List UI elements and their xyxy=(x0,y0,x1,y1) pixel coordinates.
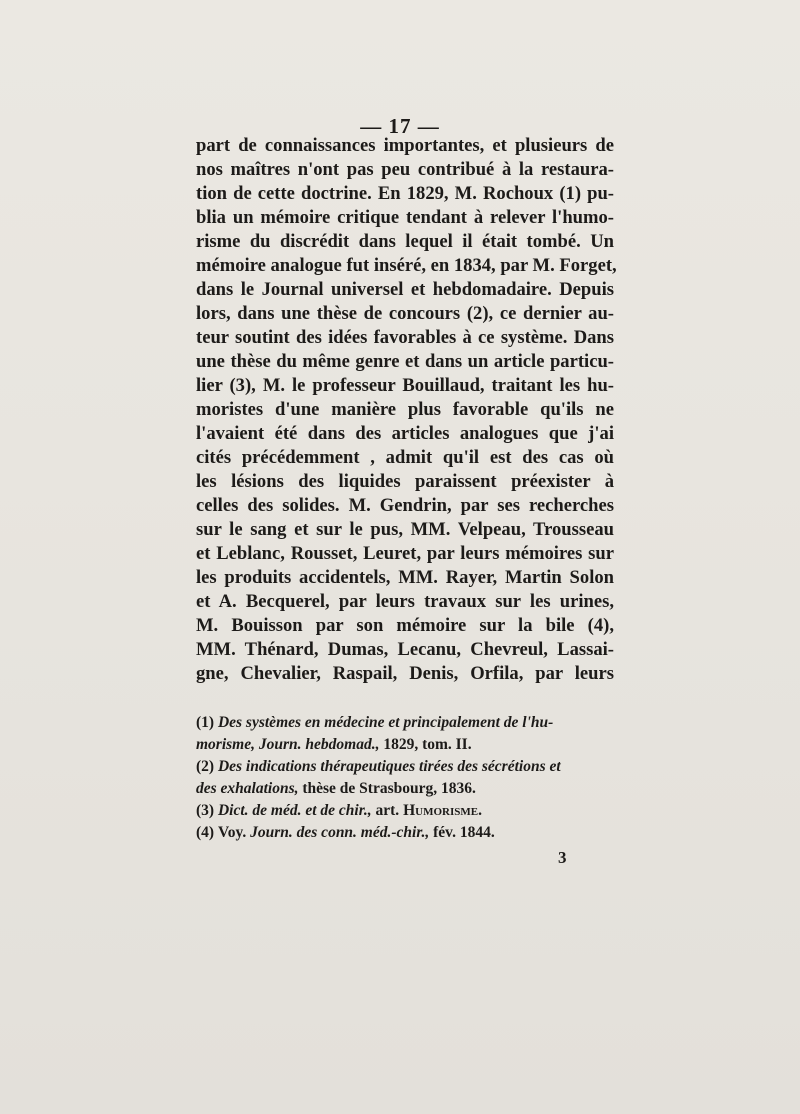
footnote-detail: thèse de Strasbourg, 1836. xyxy=(298,780,476,797)
footnote-line xyxy=(196,778,614,800)
page-number: — 17 — xyxy=(360,114,440,138)
body-line: tion de cette doctrine. En 1829, M. Rochoux (1) pu- xyxy=(196,183,614,204)
body-line: mémoire analogue fut inséré, en 1834, par M. Forget, xyxy=(196,255,617,276)
footnote-title: morisme, Journ. hebdomad., xyxy=(196,736,380,753)
footnote-line xyxy=(196,756,614,778)
body-line: moristes d'une manière plus favorable qu'ils ne xyxy=(196,399,614,420)
footnote-detail: 1829, tom. II. xyxy=(379,736,472,753)
body-line: dans le Journal universel et hebdomadaire. Depuis xyxy=(196,279,614,300)
body-line: cités précédemment , admit qu'il est des cas où xyxy=(196,447,614,468)
body-line: les produits accidentels, MM. Rayer, Martin Solon xyxy=(196,567,614,588)
footnote-line xyxy=(196,822,614,844)
body-line: et A. Becquerel, par leurs travaux sur les urines, xyxy=(196,591,614,612)
footnote-title: des exhalations, xyxy=(196,780,299,797)
body-line: et Leblanc, Rousset, Leuret, par leurs mémoires sur xyxy=(196,543,614,564)
body-line: celles des solides. M. Gendrin, par ses recherches xyxy=(196,495,614,516)
footnote-number: (1) xyxy=(196,714,215,731)
footnote-line xyxy=(196,734,614,756)
signature-mark: 3 xyxy=(558,848,567,867)
body-line: teur soutint des idées favorables à ce système. Dans xyxy=(196,327,614,348)
footnote-title: Dict. de méd. et de chir., xyxy=(217,802,372,819)
body-line: MM. Thénard, Dumas, Lecanu, Chevreul, Lassai- xyxy=(196,639,614,660)
footnote-detail: fév. 1844. xyxy=(429,824,495,841)
body-line: part de connaissances importantes, et plusieurs de xyxy=(196,135,614,156)
body-line: lors, dans une thèse de concours (2), ce dernier au- xyxy=(196,303,614,324)
footnote-number: (3) xyxy=(196,802,215,819)
footnote-number: (4) xyxy=(196,824,215,841)
footnote-prefix: Voy. xyxy=(217,824,251,841)
footnote-line xyxy=(196,800,614,822)
footnote-title: Des indications thérapeutiques tirées des sécrétions et xyxy=(217,758,561,775)
body-line: M. Bouisson par son mémoire sur la bile (4), xyxy=(196,615,614,636)
footnote-number: (2) xyxy=(196,758,215,775)
body-line: sur le sang et sur le pus, MM. Velpeau, Trousseau xyxy=(196,519,614,540)
body-line: nos maîtres n'ont pas peu contribué à la restaura- xyxy=(196,159,614,180)
footnote-title: Des systèmes en médecine et principalement de l'hu- xyxy=(217,714,554,731)
body-line: blia un mémoire critique tendant à relever l'humo- xyxy=(196,207,614,228)
body-line: risme du discrédit dans lequel il était tombé. Un xyxy=(196,231,614,252)
footnote-line xyxy=(196,712,614,734)
body-line: lier (3), M. le professeur Bouillaud, traitant les hu- xyxy=(196,375,614,396)
footnote-detail: art. xyxy=(371,802,404,819)
body-line: gne, Chevalier, Raspail, Denis, Orfila, par leurs xyxy=(196,663,614,684)
footnote-smallcaps: Humorisme. xyxy=(403,802,482,819)
footnote-title: Journ. des conn. méd.-chir., xyxy=(250,824,430,841)
body-line: les lésions des liquides paraissent préexister à xyxy=(196,471,614,492)
footnotes xyxy=(196,712,614,844)
body-line: l'avaient été dans des articles analogues que j'ai xyxy=(196,423,614,444)
body-text xyxy=(196,134,617,686)
body-line: une thèse du même genre et dans un article particu- xyxy=(196,351,614,372)
